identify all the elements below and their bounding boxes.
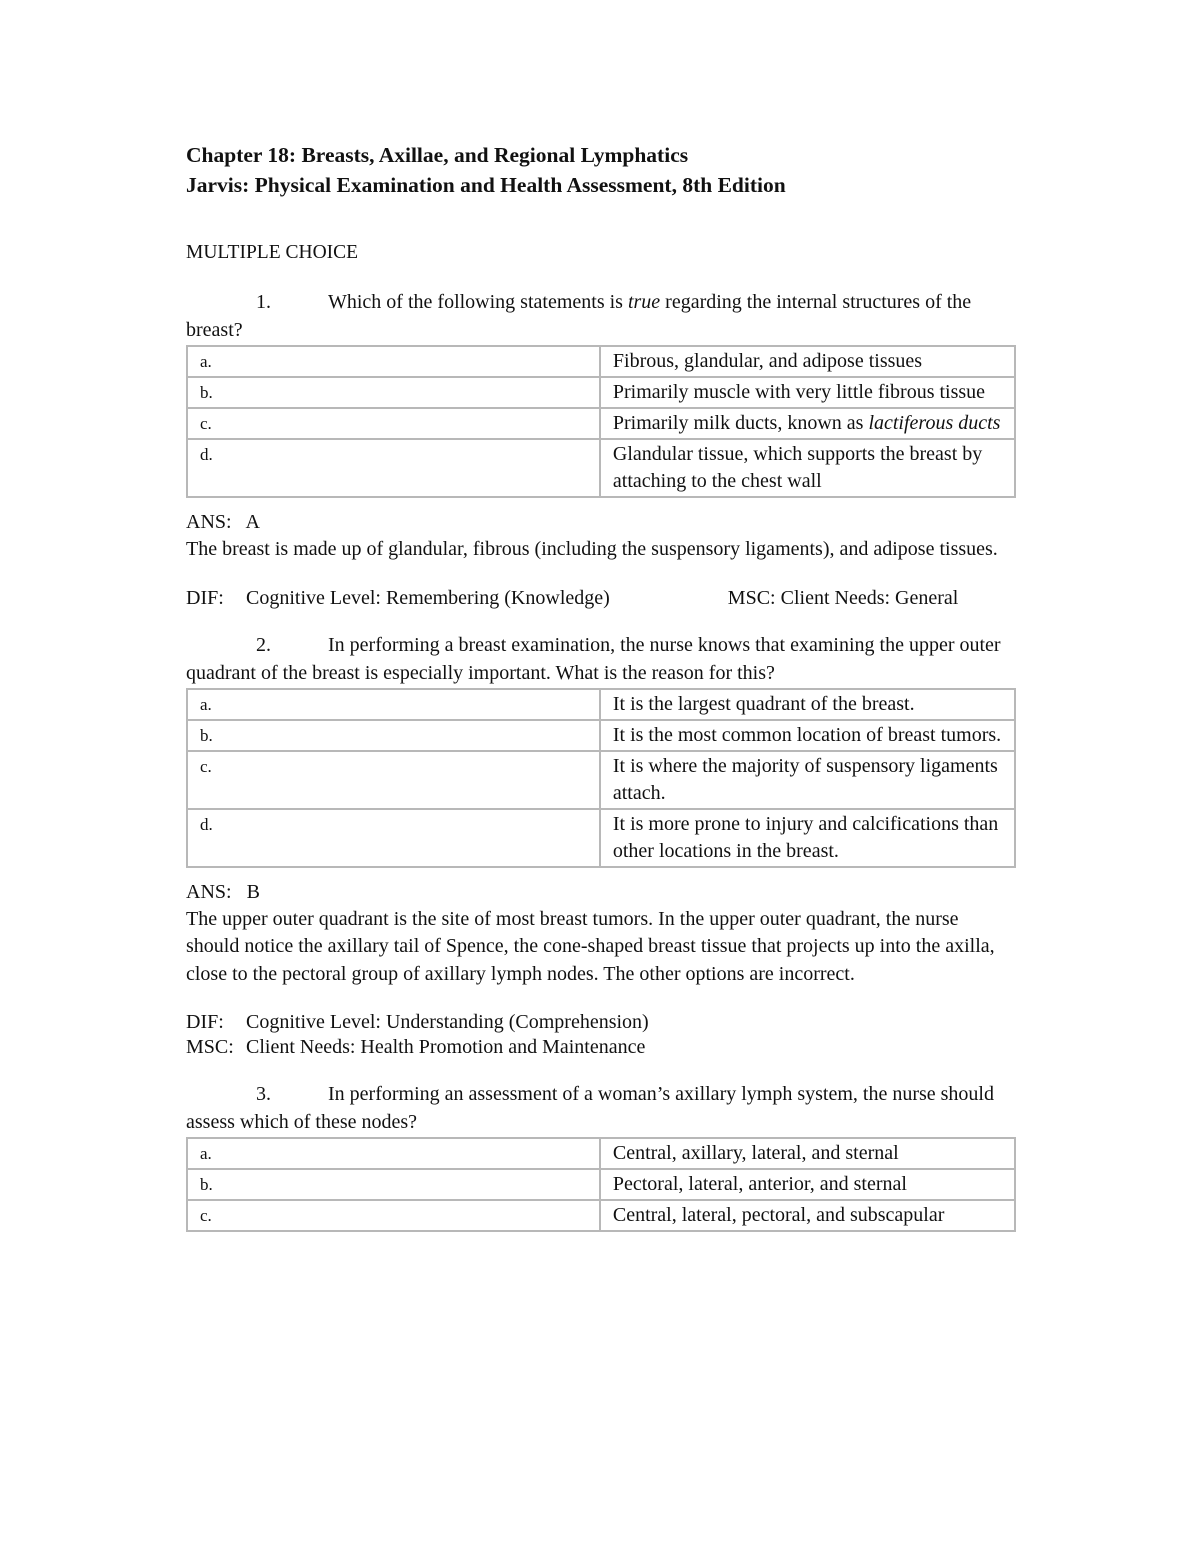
section-heading: MULTIPLE CHOICE [186,242,359,263]
option-row [187,1138,1015,1169]
option-row [187,439,1015,497]
answer-line: ANS: B [186,880,260,903]
option-text: It is the most common location of breast tumors. [600,720,1015,751]
option-row [187,408,1015,439]
rationale: The breast is made up of glandular, fibrous (including the suspensory ligaments), and adipose tissues. [186,538,998,560]
dif-value: Cognitive Level: Remembering (Knowledge) [246,586,610,609]
option-letter: d. [187,439,600,497]
question-3-stem: 3. In performing an assessment of a woman’s axillary lymph system, the nurse should assess which of these nodes? [186,1080,1016,1136]
option-letter: b. [187,1169,600,1200]
msc-value: Client Needs: Health Promotion and Maintenance [246,1036,646,1058]
question-1-meta: DIF: Cognitive Level: Remembering (Knowledge) MSC: Client Needs: General [186,586,959,609]
option-text: Primarily muscle with very little fibrous tissue [600,377,1015,408]
option-letter: c. [187,751,600,809]
option-row [187,346,1015,377]
option-text: Primarily milk ducts, known as lactiferous ducts [600,408,1015,439]
option-letter: b. [187,720,600,751]
question-number: 1. [256,291,271,313]
answer-line: ANS: A [186,511,260,533]
option-text: Pectoral, lateral, anterior, and sternal [600,1169,1015,1200]
option-row [187,809,1015,867]
option-row [187,377,1015,408]
option-letter: b. [187,377,600,408]
answer-value: B [246,880,260,903]
chapter-title: Chapter 18: Breasts, Axillae, and Regional Lymphatics [186,143,689,167]
answer-value: A [245,511,260,533]
option-text: It is more prone to injury and calcifications than other locations in the breast. [600,809,1015,867]
option-letter: a. [187,689,600,720]
option-row [187,689,1015,720]
option-row [187,1169,1015,1200]
option-text: Central, lateral, pectoral, and subscapular [600,1200,1015,1231]
question-3-options [186,1137,1016,1232]
question-number: 2. [256,633,271,656]
option-letter: d. [187,809,600,867]
dif-value: Cognitive Level: Understanding (Comprehension) [246,1011,649,1033]
question-2-options [186,688,1016,868]
option-row [187,1200,1015,1231]
option-text: Glandular tissue, which supports the breast by attaching to the chest wall [600,439,1015,497]
option-text: Central, axillary, lateral, and sternal [600,1138,1015,1169]
option-letter: a. [187,1138,600,1169]
question-number: 3. [256,1083,271,1105]
question-2-stem: 2. In performing a breast examination, the nurse knows that examining the upper outer quadrant of the breast is especially important. What is the reason for this? [186,631,1016,687]
question-2-meta: DIF: Cognitive Level: Understanding (Comprehension) MSC: Client Needs: Health Promotion and Maintenance [186,1011,649,1058]
option-letter: c. [187,1200,600,1231]
option-text: It is the largest quadrant of the breast. [600,689,1015,720]
document-page [186,140,1016,1232]
question-1-options [186,345,1016,498]
option-letter: c. [187,408,600,439]
option-row [187,720,1015,751]
question-1-stem: 1. Which of the following statements is true regarding the internal structures of the breast? [186,288,1016,344]
option-text: Fibrous, glandular, and adipose tissues [600,346,1015,377]
msc-value: Client Needs: General [780,586,959,609]
book-title: Jarvis: Physical Examination and Health Assessment, 8th Edition [186,173,786,197]
rationale: The upper outer quadrant is the site of most breast tumors. In the upper outer quadrant, the nurse should notice the axillary tail of Spence, the cone-shaped breast tissue that projects up into the axilla, close to the pectoral group of axillary lymph nodes. The other options are incorrect. [186,907,995,985]
option-letter: a. [187,346,600,377]
option-row [187,751,1015,809]
option-text: It is where the majority of suspensory ligaments attach. [600,751,1015,809]
